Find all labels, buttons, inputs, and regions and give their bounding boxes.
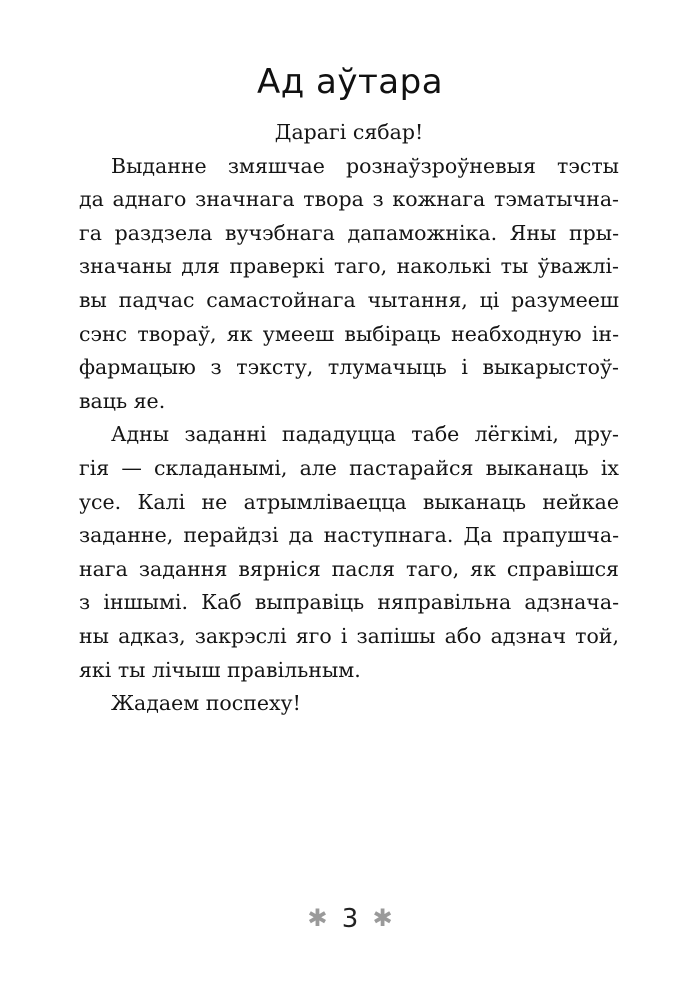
paragraph-2-line: з іншымі. Каб выправіць няправільна адзнача-	[79, 590, 619, 615]
paragraph-2-line: усе. Калі не атрымліваецца выканаць нейкае	[79, 489, 619, 514]
paragraph-2-line: ны адказ, закрэслі яго і запішы або адзнач той,	[79, 623, 619, 648]
paragraph-1-line: сэнс твораў, як умееш выбіраць неабходную ін-	[79, 321, 619, 346]
paragraph-2-line: нага задання вярніся пасля таго, як справішся	[79, 556, 619, 581]
paragraph-2-line: Адны заданні пададуцца табе лёгкімі, дру-	[111, 422, 619, 447]
paragraph-1-line: Выданне змяшчае рознаўзроўневыя тэсты	[111, 153, 619, 178]
asterisk-icon: ✱	[372, 904, 393, 932]
body-text	[79, 116, 619, 721]
paragraph-1-line: га раздзела вучэбнага дапаможніка. Яны пры-	[79, 220, 619, 245]
asterisk-icon: ✱	[307, 904, 328, 932]
paragraph-1-line: да аднаго значнага твора з кожнага тэматычна-	[79, 187, 619, 212]
paragraph-1-line: фармацыю з тэксту, тлумачыць і выкарыстоў-	[79, 355, 619, 380]
paragraph-1-line: вы падчас самастойнага чытання, ці разумееш	[79, 287, 619, 312]
page-number: 3	[341, 904, 359, 934]
paragraph-2-line: заданне, перайдзі да наступнага. Да прапушча-	[79, 523, 619, 548]
paragraph-1-line: значаны для праверкі таго, наколькі ты ўважлі-	[79, 254, 619, 279]
paragraph-2-line: які ты лічыш правільным.	[79, 657, 361, 682]
page-footer	[0, 904, 700, 934]
greeting: Дарагі сябар!	[274, 120, 424, 144]
paragraph-2-line: гія — складанымі, але пастарайся выканаць іх	[79, 455, 619, 480]
page-title: Ад аўтара	[256, 62, 444, 102]
paragraph-1-line: ваць яе.	[79, 388, 166, 413]
closing-line: Жадаем поспеху!	[111, 691, 301, 716]
